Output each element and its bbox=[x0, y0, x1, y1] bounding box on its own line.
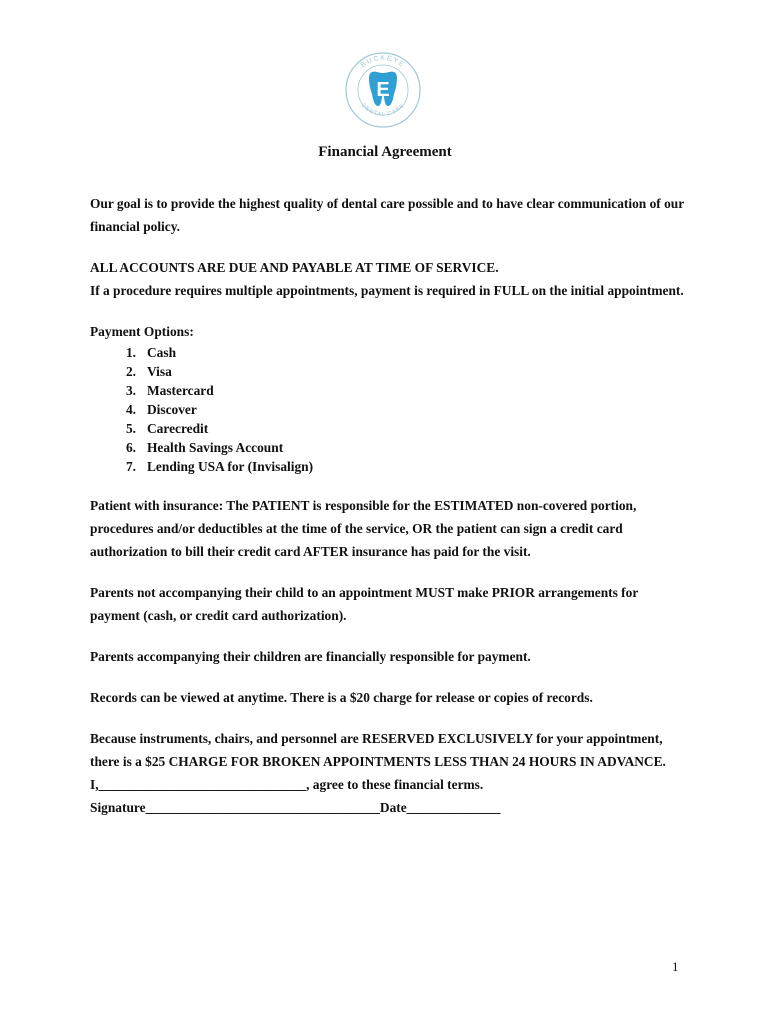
buckeye-dental-care-logo bbox=[343, 50, 423, 130]
records-paragraph: Records can be viewed at anytime. There is a $20 charge for release or copies of records. bbox=[90, 690, 593, 705]
accounts-paragraph: If a procedure requires multiple appointments, payment is required in FULL on the initial appointment. bbox=[90, 283, 684, 298]
payment-options-label: Payment Options: bbox=[90, 324, 194, 339]
agreement-line: I,_______________________________, agree to these financial terms. bbox=[90, 777, 484, 792]
list-item: 2. Visa bbox=[125, 364, 172, 379]
insurance-paragraph: Patient with insurance: The PATIENT is responsible for the ESTIMATED non-covered portion, procedures and/or deductibles at the time of the service, OR the patient can sign a credit card authorization to bill their credit card AFTER insurance has paid for the visit. bbox=[90, 498, 637, 559]
logo-letter: E bbox=[376, 79, 390, 101]
list-item: 1. Cash bbox=[125, 345, 177, 360]
logo-bottom-text: DENTAL CARE bbox=[360, 102, 406, 118]
broken-appointments-paragraph: Because instruments, chairs, and personnel are RESERVED EXCLUSIVELY for your appointment, there is a $25 CHARGE FOR BROKEN APPOINTMENTS LESS THAN 24 HOURS IN ADVANCE. bbox=[90, 731, 666, 769]
document-body bbox=[90, 192, 690, 819]
logo-top-text: BUCKEYE bbox=[359, 54, 407, 70]
list-item: 7. Lending USA for (Invisalign) bbox=[125, 459, 314, 474]
list-item: 4. Discover bbox=[125, 402, 197, 417]
list-item: 5. Carecredit bbox=[125, 421, 209, 436]
document-title: Financial Agreement bbox=[318, 144, 452, 160]
accounts-heading: ALL ACCOUNTS ARE DUE AND PAYABLE AT TIME OF SERVICE. bbox=[90, 260, 499, 275]
signature-line: Signature___________________________________Date______________ bbox=[90, 800, 501, 815]
parents-not-accompanying-paragraph: Parents not accompanying their child to an appointment MUST make PRIOR arrangements for payment (cash, or credit card authorization). bbox=[90, 585, 639, 623]
list-item: 6. Health Savings Account bbox=[125, 440, 284, 455]
intro-paragraph: Our goal is to provide the highest quality of dental care possible and to have clear communication of our financial policy. bbox=[90, 196, 684, 234]
payment-options-list bbox=[90, 343, 690, 476]
parents-accompanying-paragraph: Parents accompanying their children are financially responsible for payment. bbox=[90, 649, 531, 664]
page-number: 1 bbox=[672, 959, 679, 974]
list-item: 3. Mastercard bbox=[125, 383, 214, 398]
